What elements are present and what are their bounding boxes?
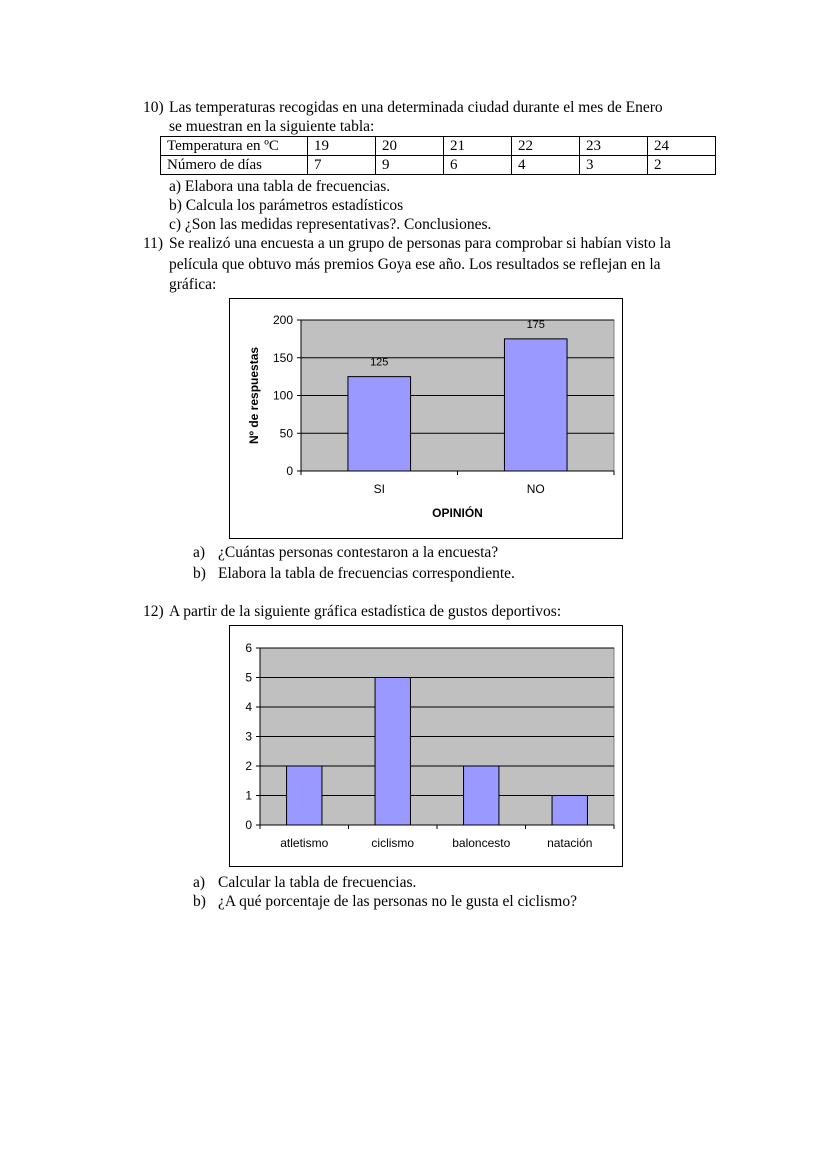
data-label: 125 [370,356,389,369]
q12-item-a-letter: a) [193,874,206,891]
survey-chart [229,298,623,539]
table-cell: 6 [444,156,512,175]
y-tick-label: 100 [272,388,293,403]
q12-item-b-letter: b) [193,893,206,910]
bar-ciclismo [375,678,410,826]
q12-number: 12) [143,603,164,620]
y-tick-label: 3 [245,729,252,744]
x-tick-label: SI [373,482,385,496]
table-row-label: Temperatura en ºC [161,137,308,156]
x-axis-title: OPINIÓN [432,506,483,520]
y-tick-label: 4 [245,700,252,714]
y-tick-label: 5 [245,670,252,685]
q11-number: 11) [143,235,164,252]
x-tick-label: NO [526,482,545,496]
q11-text-line2: película que obtuvo más premios Goya ese año. Los resultados se reflejan en la [169,256,661,273]
table-cell: 7 [308,156,376,175]
data-label: 175 [526,318,545,331]
table-cell: 19 [308,137,376,156]
q11-item-a-letter: a) [193,544,206,561]
y-tick-label: 0 [245,818,252,832]
table-cell: 22 [512,137,580,156]
table-cell: 9 [376,156,444,175]
q11-text-line1: Se realizó una encuesta a un grupo de personas para comprobar si habían visto la [169,235,671,252]
y-tick-label: 150 [272,350,293,365]
x-tick-label: ciclismo [371,836,415,850]
q10-number: 10) [143,99,164,116]
q10-text-line1: Las temperaturas recogidas en una determinada ciudad durante el mes de Enero [169,99,663,116]
q10-item-c: c) ¿Son las medidas representativas?. Conclusiones. [169,216,492,233]
q12-text-line1: A partir de la siguiente gráfica estadística de gustos deportivos: [169,603,562,620]
y-tick-label: 0 [286,464,293,478]
q10-text-line2: se muestran en la siguiente tabla: [169,118,375,135]
table-cell: 23 [580,137,648,156]
y-tick-label: 6 [245,641,252,655]
q10-item-a: a) Elabora una tabla de frecuencias. [169,178,391,195]
q10-item-b: b) Calcula los parámetros estadísticos [169,197,404,214]
bar-natación [552,796,587,826]
x-tick-label: atletismo [280,836,329,850]
y-tick-label: 1 [245,788,252,803]
x-tick-label: natación [547,836,593,850]
sports-chart [229,625,623,867]
table-cell: 4 [512,156,580,175]
table-row [161,137,716,156]
bar-atletismo [287,766,322,825]
table-row-label: Número de días [161,156,308,175]
y-axis-title: Nº de respuestas [247,346,261,445]
y-tick-label: 2 [245,759,252,773]
q11-item-b-letter: b) [193,565,206,582]
survey-bar-chart [230,299,622,538]
table-row [161,156,716,175]
q11-text-line3: gráfica: [169,276,217,293]
sports-bar-chart [230,626,622,866]
q12-item-b-text: ¿A qué porcentaje de las personas no le gusta el ciclismo? [218,893,577,910]
table-cell: 3 [580,156,648,175]
table-cell: 2 [648,156,716,175]
temperature-table [160,136,716,175]
q12-item-a-text: Calcular la tabla de frecuencias. [218,874,417,891]
bar-NO [504,339,567,471]
bar-baloncesto [464,766,499,825]
x-tick-label: baloncesto [452,836,511,850]
table-cell: 20 [376,137,444,156]
q11-item-a-text: ¿Cuántas personas contestaron a la encuesta? [218,544,499,561]
y-tick-label: 200 [272,313,293,327]
bar-SI [348,377,411,471]
q11-item-b-text: Elabora la tabla de frecuencias correspondiente. [218,565,515,582]
table-cell: 24 [648,137,716,156]
table-cell: 21 [444,137,512,156]
y-tick-label: 50 [279,426,293,441]
